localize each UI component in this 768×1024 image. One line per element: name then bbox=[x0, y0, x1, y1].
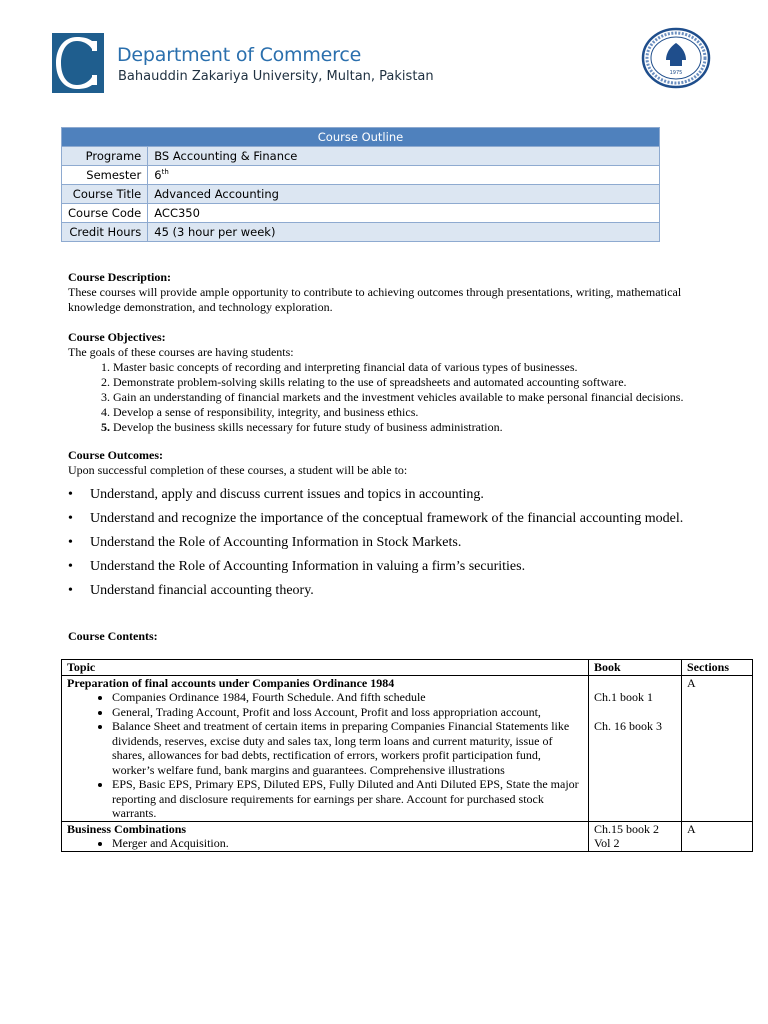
course-description-text: These courses will provide ample opportunity to contribute to achieving outcomes through presentations, writing, mathematical knowledge demonstration, and technology exploration. bbox=[68, 285, 682, 314]
topic-item: • EPS, Basic EPS, Primary EPS, Diluted EPS, Fully Diluted and Anti Diluted EPS, State the major reporting and disclosure requirements for earnings per share. Account for purchased stock warrants. bbox=[112, 777, 583, 821]
course-contents-title: Course Contents: bbox=[68, 629, 158, 643]
table-row bbox=[62, 675, 753, 821]
department-logo bbox=[52, 33, 104, 93]
outcomes-list bbox=[68, 486, 718, 606]
topic-item: • General, Trading Account, Profit and loss Account, Profit and loss appropriation account, bbox=[112, 705, 583, 720]
objectives-list bbox=[68, 360, 728, 435]
course-title-label: Course Title bbox=[62, 185, 148, 204]
course-title-value: Advanced Accounting bbox=[148, 185, 660, 204]
semester-value: 6th bbox=[148, 166, 660, 185]
outcome-item: • Understand financial accounting theory. bbox=[68, 582, 718, 600]
objective-item: 3. Gain an understanding of financial markets and the investment vehicles available to make personal financial decisions. bbox=[113, 390, 728, 405]
outcome-item: • Understand the Role of Accounting Information in valuing a firm’s securities. bbox=[68, 558, 718, 576]
semester-label: Semester bbox=[62, 166, 148, 185]
outcome-item: • Understand the Role of Accounting Information in Stock Markets. bbox=[68, 534, 718, 552]
section-cell: A bbox=[682, 821, 753, 851]
course-code-label: Course Code bbox=[62, 204, 148, 223]
course-outline-table bbox=[61, 127, 660, 242]
objective-item: 5. Develop the business skills necessary for future study of business administration. bbox=[113, 420, 728, 435]
department-name: Department of Commerce bbox=[117, 44, 362, 66]
topic-item: • Balance Sheet and treatment of certain items in preparing Companies Financial Statements like dividends, reserves, excise duty and sales tax, long term loans and current maturity, issue of shares, allowances for bad debts, rectification of errors, workers profit participation fund, worker’s welfare fund, bank margins and guarantees. Comprehensive illustrations bbox=[112, 719, 583, 777]
topic-item: • Companies Ordinance 1984, Fourth Schedule. And fifth schedule bbox=[112, 690, 583, 705]
book-ref: Ch.15 book 2 bbox=[594, 821, 660, 836]
outcome-item: • Understand and recognize the importance of the conceptual framework of the financial accounting model. bbox=[68, 510, 718, 528]
topic-cell bbox=[62, 821, 589, 851]
course-objectives-intro: The goals of these courses are having students: bbox=[68, 345, 294, 359]
university-name: Bahauddin Zakariya University, Multan, Pakistan bbox=[118, 69, 434, 84]
book-ref: Ch. 16 book 3 bbox=[594, 719, 663, 733]
objective-item: 4. Develop a sense of responsibility, integrity, and business ethics. bbox=[113, 405, 728, 420]
section-cell: A bbox=[682, 675, 753, 821]
topic-cell bbox=[62, 675, 589, 821]
outcome-item: • Understand, apply and discuss current issues and topics in accounting. bbox=[68, 486, 718, 504]
programe-value: BS Accounting & Finance bbox=[148, 147, 660, 166]
topic-header: Topic bbox=[62, 660, 589, 676]
course-contents-table bbox=[61, 659, 753, 852]
course-description-section bbox=[68, 270, 728, 315]
table-row bbox=[62, 821, 753, 851]
course-code-value: ACC350 bbox=[148, 204, 660, 223]
course-objectives-section bbox=[68, 330, 728, 435]
book-ref: Vol 2 bbox=[594, 836, 620, 850]
course-outcomes-title: Course Outcomes: bbox=[68, 448, 163, 462]
topic-title: Preparation of final accounts under Companies Ordinance 1984 bbox=[67, 675, 395, 690]
book-ref: Ch.1 book 1 bbox=[594, 689, 654, 704]
course-objectives-title: Course Objectives: bbox=[68, 330, 166, 344]
book-header: Book bbox=[589, 660, 682, 676]
svg-text:1975: 1975 bbox=[669, 70, 683, 76]
sections-header: Sections bbox=[682, 660, 753, 676]
objective-item: 2. Demonstrate problem-solving skills relating to the use of spreadsheets and automated accounting software. bbox=[113, 375, 728, 390]
course-outcomes-section bbox=[68, 448, 728, 478]
topic-item: • Merger and Acquisition. bbox=[112, 836, 583, 851]
topic-title: Business Combinations bbox=[67, 821, 187, 836]
programe-label: Programe bbox=[62, 147, 148, 166]
course-description-title: Course Description: bbox=[68, 270, 171, 284]
course-outcomes-intro: Upon successful completion of these courses, a student will be able to: bbox=[68, 463, 408, 477]
university-seal-icon bbox=[636, 27, 716, 89]
book-cell bbox=[589, 821, 682, 851]
course-outline-heading: Course Outline bbox=[62, 128, 660, 147]
credit-hours-label: Credit Hours bbox=[62, 223, 148, 242]
objective-item: 1. Master basic concepts of recording and interpreting financial data of various types of businesses. bbox=[113, 360, 728, 375]
credit-hours-value: 45 (3 hour per week) bbox=[148, 223, 660, 242]
book-cell bbox=[589, 675, 682, 821]
